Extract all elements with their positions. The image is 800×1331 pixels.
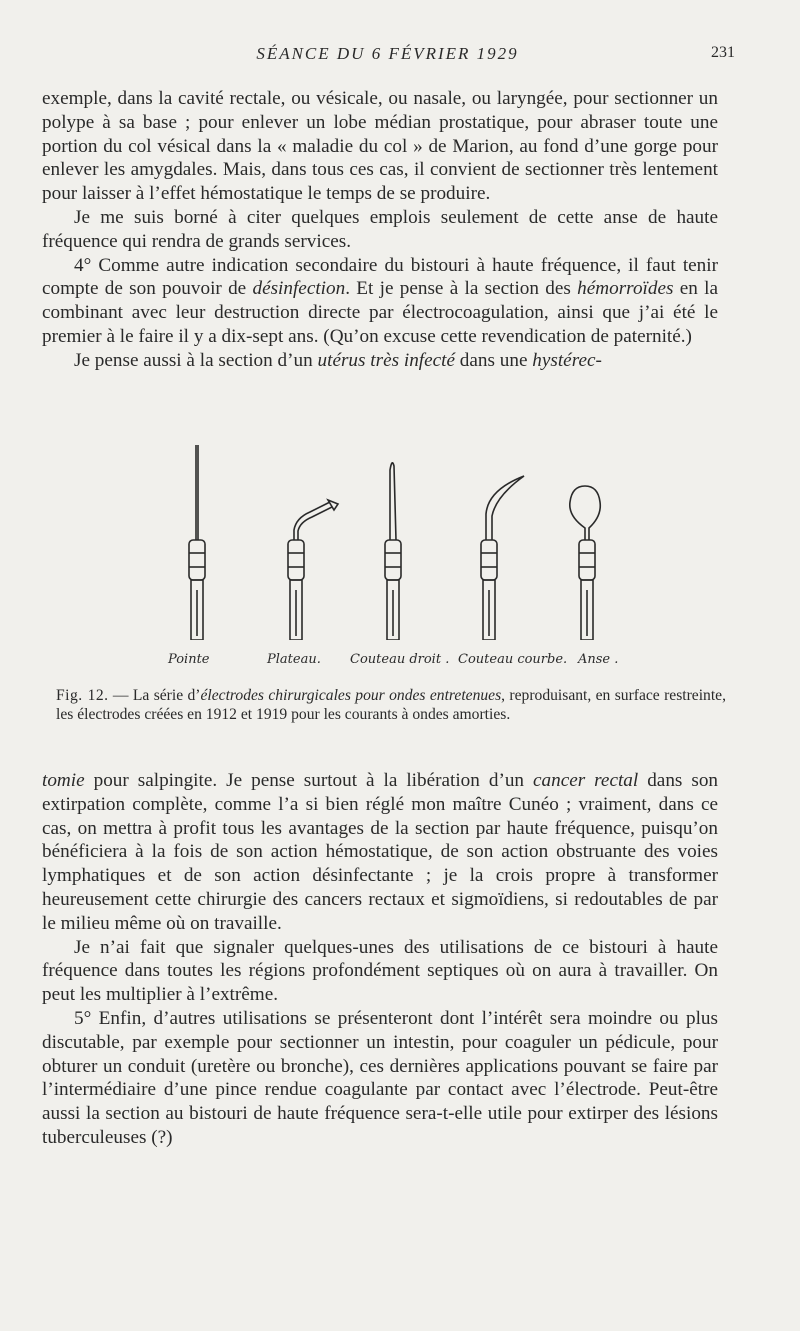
text-run: en la combinant avec leur destruction directe par électrocoagulation, ainsi que j’ai été le premier à le faire il y a dix-sept ans. (Qu’on excuse cette revendication de paternité.) bbox=[42, 278, 718, 347]
text-block-bottom bbox=[42, 769, 718, 1150]
paragraph-utilisations: Je n’ai fait que signaler quelques-unes des utilisations de ce bistouri à haute fréquence dans toutes les régions profondément septiques où on aura à travailler. On peut les multiplier à l’extrême. bbox=[42, 936, 718, 1006]
figure-caption bbox=[56, 687, 726, 724]
figure-labels bbox=[160, 650, 670, 674]
italic-term: désinfection bbox=[252, 278, 346, 300]
page-header bbox=[40, 40, 735, 70]
italic-term: utérus très infecté bbox=[317, 349, 455, 371]
italic-term: tomie bbox=[42, 770, 85, 791]
paragraph-uterus bbox=[42, 349, 718, 373]
text-block-top bbox=[42, 87, 718, 373]
italic-term: électrodes chirurgicales pour ondes entretenues bbox=[200, 687, 502, 704]
figure-number: Fig. 12. bbox=[56, 687, 109, 704]
italic-term: hémorroïdes bbox=[577, 278, 674, 300]
italic-term: cancer rectal bbox=[533, 770, 639, 791]
electrodes-figure bbox=[170, 440, 640, 640]
label-couteau-droit: Couteau droit . bbox=[350, 652, 450, 667]
electrode-anse bbox=[570, 486, 600, 640]
text-run: Je pense aussi à la section d’un bbox=[74, 349, 318, 371]
label-pointe: Pointe bbox=[168, 652, 210, 667]
label-anse: Anse . bbox=[578, 652, 619, 667]
label-couteau-courbe: Couteau courbe. bbox=[458, 652, 568, 667]
text-run: 4° Comme autre indication secondaire du bistouri à haute fréquence, il faut tenir compte de son pouvoir de bbox=[42, 254, 718, 300]
paragraph-endoscopic-uses: exemple, dans la cavité rectale, ou vésicale, ou nasale, ou laryngée, pour sectionner un polype à sa base ; pour enlever un lobe médian prostatique, pour abraser toute une portion du col vésical dans la « maladie du col » de Marion, au fond d’une gorge pour enlever les amygdales. Mais, dans tous ces cas, il convient de sectionner très lentement pour laisser à l’effet hémostatique le temps de se produire. bbox=[42, 88, 718, 205]
paragraph-cancer-rectal bbox=[42, 769, 718, 936]
text-run: dans une bbox=[455, 349, 533, 371]
text-run: , reproduisant, en surface restreinte, les électrodes créées en 1912 et 1919 pour les courants à ondes amorties. bbox=[56, 687, 726, 723]
italic-term: hystérec- bbox=[532, 349, 602, 371]
text-run: . Et je pense à la section des bbox=[345, 278, 578, 300]
electrode-couteau-courbe bbox=[481, 476, 524, 640]
paragraph-haute-frequence-anse: Je me suis borné à citer quelques emplois seulement de cette anse de haute fréquence qui rendra de grands services. bbox=[42, 206, 718, 252]
electrode-pointe bbox=[189, 445, 205, 640]
text-run: pour salpingite. Je pense surtout à la libération d’un bbox=[84, 770, 533, 791]
text-run: dans son extirpation complète, comme l’a si bien réglé mon maître Cunéo ; vraiment, dans ce cas, on mettra à profit tous les avantages de la section par haute fréquence, puisqu’on bénéficiera à la fois de son action hémostatique, de son action obstruante des voies lymphatiques et de son action désinfectante ; je la crois propre à transformer heureusement cette chirurgie des cancers rectaux et sigmoïdiens, si redoutables de par le milieu même où on travaille. bbox=[42, 770, 719, 934]
running-head: SÉANCE DU 6 FÉVRIER 1929 bbox=[256, 44, 519, 63]
electrode-couteau-droit bbox=[385, 463, 401, 640]
text-run: — La série d’ bbox=[108, 687, 201, 704]
paragraph-autres-utilisations: 5° Enfin, d’autres utilisations se présenteront dont l’intérêt sera moindre ou plus discutable, par exemple pour sectionner un intestin, pour coaguler un pédicule, pour obturer un conduit (uretère ou bronche), ces dernières applications pouvant se faire par l’intermédiaire d’une pince rendue coagulante par contact avec l’électrode. Peut-être aussi la section au bistouri de haute fréquence sera-t-elle utile pour extirper des lésions tuberculeuses (?) bbox=[42, 1007, 718, 1148]
electrode-plateau bbox=[288, 500, 338, 640]
page-number: 231 bbox=[711, 44, 735, 61]
label-plateau: Plateau. bbox=[267, 652, 321, 667]
electrodes-illustration bbox=[170, 440, 640, 640]
paragraph-desinfection bbox=[42, 254, 718, 349]
